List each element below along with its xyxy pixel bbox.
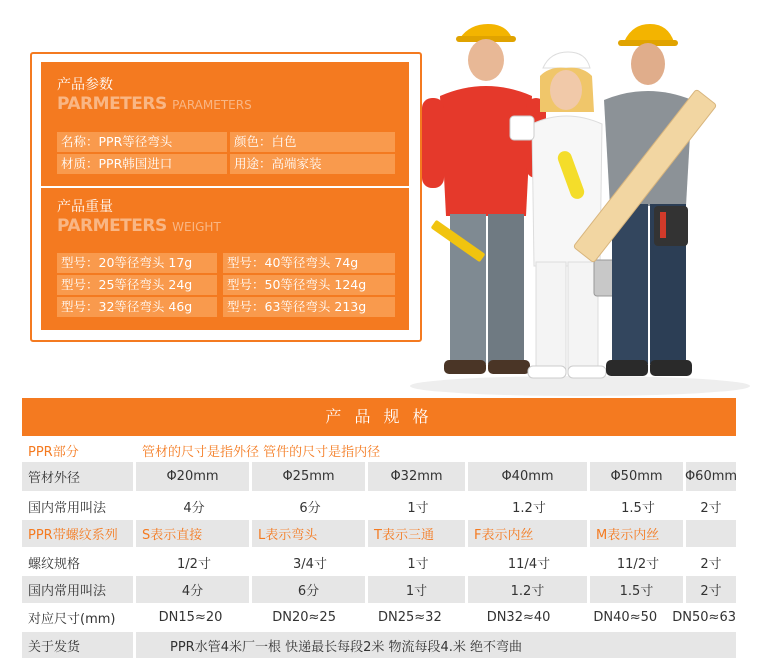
table-cell: 1.5寸: [621, 501, 655, 516]
table-cell: DN25≈32: [378, 610, 442, 625]
table-cell: Φ60mm: [686, 462, 736, 491]
table-cell: 1寸: [407, 557, 429, 572]
workers-illustration: [400, 16, 750, 396]
ground-shadow: [410, 376, 750, 396]
table-cell: Φ40mm: [468, 462, 590, 491]
ppr-section-row: [22, 438, 736, 462]
table-cell: DN15≈20: [158, 610, 223, 625]
table-cell: DN20≈25: [272, 610, 336, 625]
spec-material: 材质：PPR韩国进口: [57, 154, 227, 174]
weight-item: 型号：20等径弯头 17g: [57, 253, 217, 273]
weight-item: 型号：50等径弯头 124g: [223, 275, 395, 295]
table-cell: DN40≈50: [593, 610, 658, 625]
weight-item: 型号：63等径弯头 213g: [223, 297, 395, 317]
ppr-section-label: PPR部分: [28, 444, 79, 460]
table-cell: Φ20mm: [136, 462, 252, 491]
table-cell: 1.5寸: [590, 576, 686, 603]
weight-title-en: PARMETERS WEIGHT: [57, 216, 221, 236]
params-title: 产品参数: [57, 77, 113, 93]
row-label: 关于发货: [22, 632, 136, 658]
table-cell: 2寸: [700, 557, 722, 572]
section-divider: [41, 186, 409, 188]
row-label: 螺纹规格: [28, 557, 81, 572]
weight-item: 型号：40等径弯头 74g: [223, 253, 395, 273]
spec-banner: 产 品 规 格: [22, 398, 736, 436]
weight-item: 型号：25等径弯头 24g: [57, 275, 217, 295]
table-cell: DN50≈63: [672, 610, 736, 625]
row-label: 国内常用叫法: [22, 576, 136, 603]
table-cell: L表示弯头: [252, 520, 368, 547]
table-cell: 1/2寸: [177, 557, 211, 572]
table-row: [22, 462, 736, 491]
table-cell: 4分: [183, 501, 205, 516]
table-cell: 2寸: [700, 501, 722, 516]
table-row: [22, 576, 736, 603]
table-cell: F表示内丝: [468, 520, 590, 547]
table-cell: [686, 520, 736, 547]
table-cell: 1.2寸: [512, 501, 546, 516]
table-cell: Φ50mm: [590, 462, 686, 491]
shipping-row: [22, 632, 736, 658]
table-cell: M表示内丝: [590, 520, 686, 547]
table-cell: Φ25mm: [252, 462, 368, 491]
table-row: [22, 604, 736, 631]
table-cell: T表示三通: [368, 520, 468, 547]
table-cell: 3/4寸: [293, 557, 327, 572]
table-row: [22, 520, 736, 547]
table-cell: 1.2寸: [468, 576, 590, 603]
table-cell: DN32≈40: [486, 610, 551, 625]
table-row: [22, 549, 736, 576]
table-cell: 2寸: [686, 576, 736, 603]
param-panel: [41, 62, 409, 330]
table-cell: 1寸: [407, 501, 429, 516]
table-cell: 11/2寸: [616, 557, 660, 572]
weight-item: 型号：32等径弯头 46g: [57, 297, 217, 317]
row-label: 管材外径: [22, 462, 136, 491]
table-cell: 1寸: [368, 576, 468, 603]
shipping-text: PPR水管4米厂一根 快递最长每段2米 物流每段4.米 绝不弯曲: [136, 632, 736, 658]
row-label: 国内常用叫法: [28, 501, 107, 516]
table-cell: 6分: [252, 576, 368, 603]
table-row: [22, 493, 736, 520]
params-title-en: PARMETERS PARAMETERS: [57, 94, 252, 114]
table-cell: Φ32mm: [368, 462, 468, 491]
worker-red-shirt: [422, 24, 546, 374]
table-cell: 4分: [136, 576, 252, 603]
spec-name: 名称：PPR等径弯头: [57, 132, 227, 152]
ppr-section-note: 管材的尺寸是指外径 管件的尺寸是指内径: [142, 444, 381, 460]
spec-color: 颜色：白色: [230, 132, 395, 152]
table-cell: S表示直接: [136, 520, 252, 547]
row-label: 对应尺寸(mm): [28, 612, 116, 627]
weight-title: 产品重量: [57, 199, 113, 215]
spec-usage: 用途：高端家装: [230, 154, 395, 174]
row-label: PPR带螺纹系列: [22, 520, 136, 547]
table-cell: 6分: [299, 501, 321, 516]
table-cell: 11/4寸: [507, 557, 551, 572]
